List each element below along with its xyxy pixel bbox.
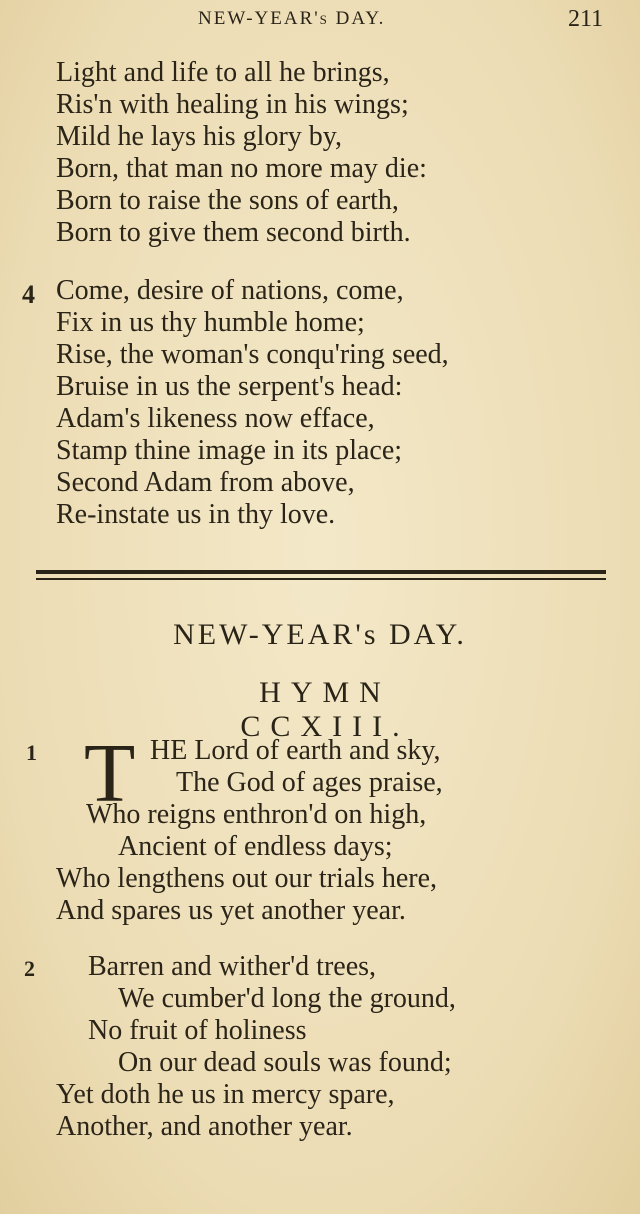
stanza-number: 4 — [22, 280, 35, 309]
section-title: NEW-YEAR's DAY. — [173, 618, 467, 651]
stanza-number: 2 — [24, 956, 35, 981]
verse-line: Rise, the woman's conqu'ring seed, — [56, 339, 449, 370]
verse-line: Yet doth he us in mercy spare, — [56, 1079, 395, 1110]
verse-line: Bruise in us the serpent's head: — [56, 371, 403, 402]
verse-line: Barren and wither'd trees, — [88, 951, 377, 982]
verse-line: Who lengthens out our trials here, — [56, 863, 438, 894]
verse-line: Second Adam from above, — [56, 467, 355, 498]
verse-line: Stamp thine image in its place; — [56, 435, 403, 466]
verse-line: And spares us yet another year. — [56, 895, 406, 926]
verse-line: Born, that man no more may die: — [56, 153, 427, 184]
divider-rule-thin — [36, 578, 606, 580]
verse-line: Another, and another year. — [56, 1111, 353, 1142]
verse-line: The God of ages praise, — [176, 767, 443, 798]
verse-line: Ris'n with healing in his wings; — [56, 89, 409, 120]
verse-line: Ancient of endless days; — [118, 831, 393, 862]
stanza-number: 1 — [26, 740, 37, 765]
verse-line: Born to raise the sons of earth, — [56, 185, 399, 216]
verse-line: HE Lord of earth and sky, — [150, 735, 441, 766]
verse-line: Adam's likeness now efface, — [56, 403, 375, 434]
drop-cap: T — [84, 727, 136, 820]
running-head — [0, 4, 640, 34]
verse-line: Fix in us thy humble home; — [56, 307, 365, 338]
verse-line: Re-instate us in thy love. — [56, 499, 336, 530]
verse-line: Mild he lays his glory by, — [56, 121, 342, 152]
verse-line: Born to give them second birth. — [56, 217, 411, 248]
verse-line: No fruit of holiness — [88, 1015, 307, 1046]
verse-line: We cumber'd long the ground, — [118, 983, 456, 1014]
divider-rule-thick — [36, 570, 606, 574]
verse-line: Light and life to all he brings, — [56, 57, 390, 88]
verse-line: On our dead souls was found; — [118, 1047, 452, 1078]
verse-line: Who reigns enthron'd on high, — [86, 799, 427, 830]
page-number: 211 — [568, 6, 604, 32]
verse-line: Come, desire of nations, come, — [56, 275, 404, 306]
hymn-title: HYMN CCXIII. — [240, 676, 410, 743]
running-title: NEW-YEAR's DAY. — [198, 8, 386, 29]
